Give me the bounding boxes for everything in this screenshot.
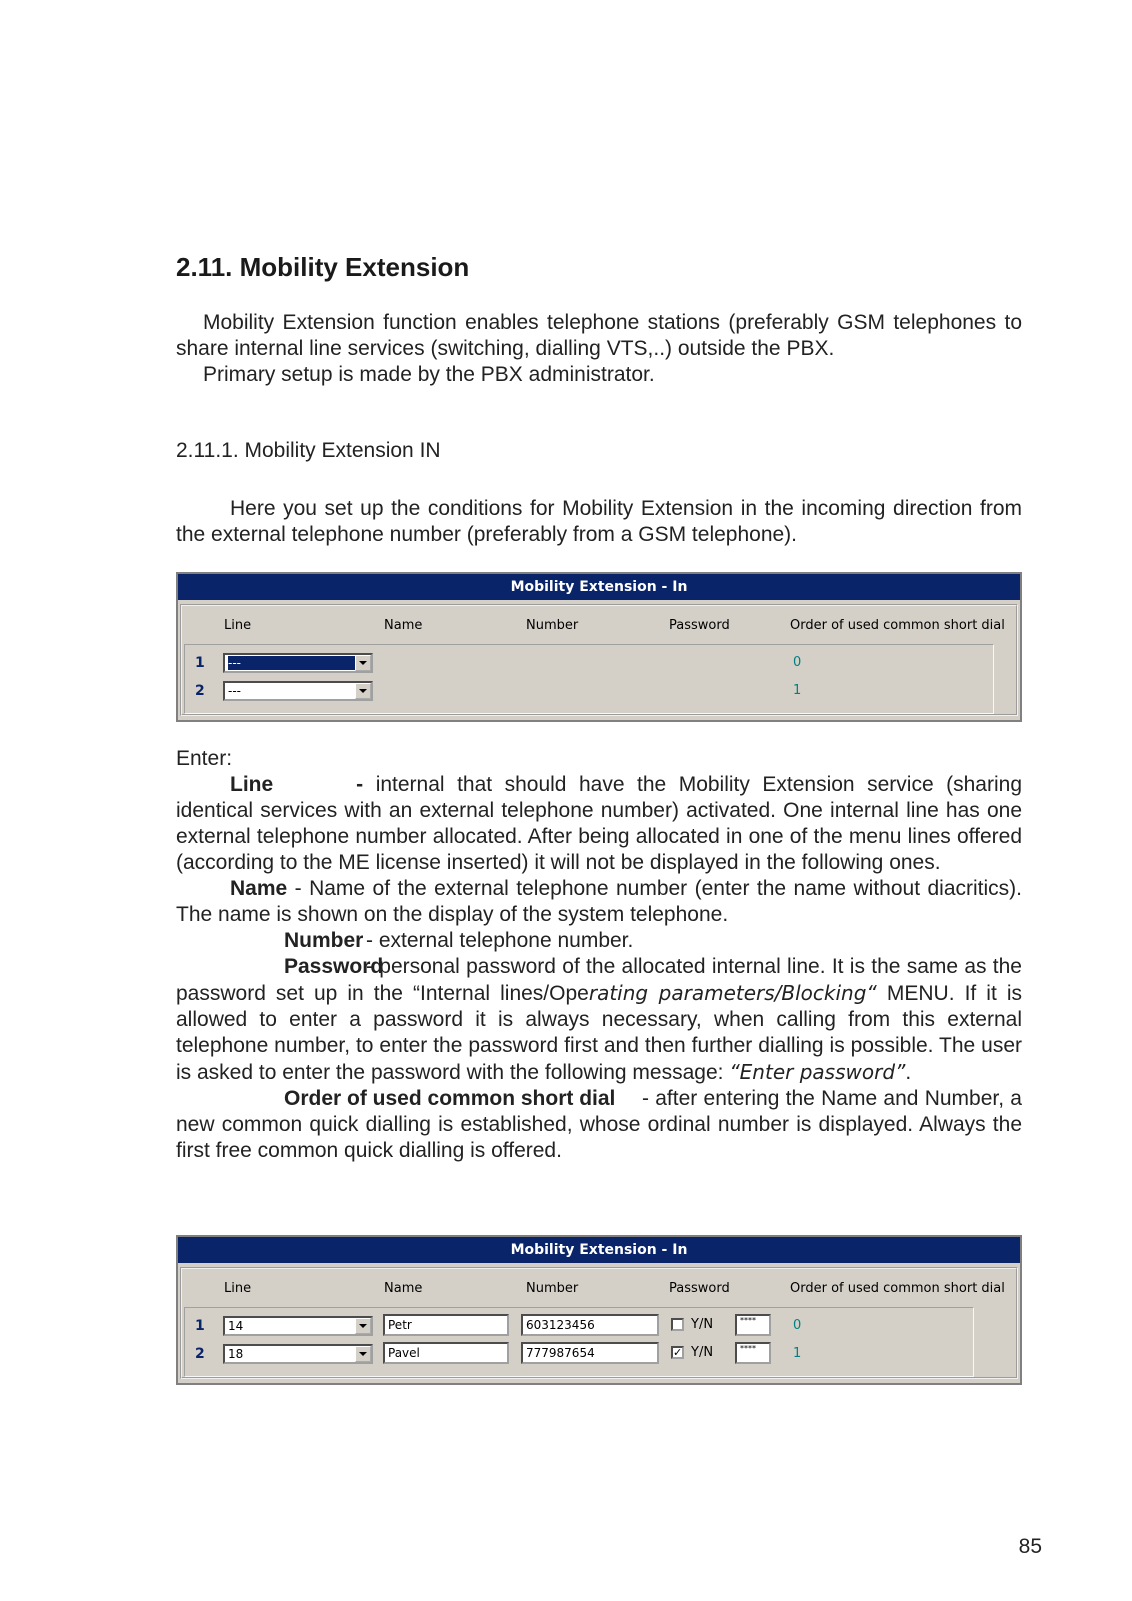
order-value: 1 [793,683,802,698]
def-line-text: internal that should have the Mobility Extension service (sharing identical services with an external telephone number) activated. One internal line has one external telephone number allocated. After being allocated in one of the menu lines offered (according to the ME license inserted) it will not be displayed in the following ones. [176,773,1023,874]
chevron-down-icon[interactable] [355,1346,371,1362]
line-select-value: --- [228,684,241,698]
row-number: 1 [195,655,205,671]
row-number: 1 [195,1318,205,1334]
yn-label: Y/N [691,1345,714,1360]
header-name: Name [384,1281,423,1296]
term-number: Number [284,929,364,952]
intro-text [176,310,1022,388]
enter-label: Enter: [176,747,233,770]
def-password-menu: rating parameters/Blocking“ [588,981,877,1005]
password-field[interactable]: **** [735,1314,771,1336]
password-checkbox[interactable]: ✓ [673,1346,683,1359]
line-select-value: 14 [228,1319,244,1333]
rows-area [184,644,994,714]
mobility-extension-dialog-empty [176,572,1022,722]
def-order [176,1086,1022,1164]
subsection-paragraph-text: Here you set up the conditions for Mobility Extension in the incoming direction from the external telephone number (preferably from a GSM telephone). [176,497,1022,546]
mobility-extension-dialog-filled [176,1235,1022,1385]
definitions [176,772,1022,1164]
chevron-down-icon[interactable] [355,683,371,699]
number-field[interactable]: 777987654 [521,1342,659,1364]
section-title: 2.11. Mobility Extension [176,252,470,282]
password-checkbox[interactable] [671,1318,684,1331]
line-select[interactable] [223,1316,373,1336]
chevron-down-icon[interactable] [355,1318,371,1334]
def-number-text: - external telephone number. [366,929,634,952]
def-order-text: - after entering the Name and Number, a new common quick dialling is established, whose ordinal number is displayed. Always the first free common quick dialling is offered. [176,1087,1022,1162]
intro-paragraph-2: Primary setup is made by the PBX administrator. [203,363,655,386]
page-number: 85 [1018,1535,1042,1558]
line-select-value: 18 [228,1347,244,1361]
def-password-text: - personal password of the allocated internal line. It is the same as the password set up in the “Internal lines/Ope [176,955,1022,1005]
header-number: Number [526,618,579,633]
subsection-title: 2.11.1. Mobility Extension IN [176,439,441,462]
def-number [176,928,1022,954]
term-line-dash: - [356,773,364,796]
def-password-message: “Enter password” [729,1060,906,1084]
order-value: 1 [793,1346,802,1361]
chevron-down-icon[interactable] [355,655,371,671]
rows-area [184,1307,974,1377]
header-line: Line [224,1281,252,1296]
header-name: Name [384,618,423,633]
term-order: Order of used common short dial [284,1087,616,1110]
header-order: Order of used common short dial [790,618,1005,633]
header-password: Password [669,618,730,633]
def-password [176,954,1022,1086]
dialog-title: Mobility Extension - In [178,574,1020,600]
intro-paragraph: Mobility Extension function enables telephone stations (preferably GSM telephones to share internal line services (switching, dialling VTS,..) outside the PBX. [176,311,1022,360]
number-field[interactable]: 603123456 [521,1314,659,1336]
dialog-title: Mobility Extension - In [178,1237,1020,1263]
def-password-text-b: MENU. If it is allowed to enter a password it is always necessary, when calling from this external telephone number, to enter the password first and then further dialling is possible. The user is asked to enter the password with the following message: [176,982,1023,1084]
name-field[interactable]: Pavel [383,1342,509,1364]
order-value: 0 [793,1318,802,1333]
header-line: Line [224,618,252,633]
term-line: Line [230,773,274,796]
term-name: Name [230,877,288,900]
password-field[interactable]: **** [735,1342,771,1364]
def-line [176,772,1022,876]
def-name [176,876,1022,928]
dialog-panel [180,604,1018,716]
dialog-panel [180,1267,1018,1379]
line-select[interactable] [223,653,373,673]
order-value: 0 [793,655,802,670]
line-select[interactable] [223,1344,373,1364]
header-number: Number [526,1281,579,1296]
subsection-paragraph [176,496,1022,548]
def-password-end: . [905,1061,912,1084]
def-name-text: - Name of the external telephone number (enter the name without diacritics). The name is shown on the display of the system telephone. [176,877,1022,926]
row-number: 2 [195,1346,205,1362]
line-select-value: --- [228,656,356,670]
header-password: Password [669,1281,730,1296]
header-order: Order of used common short dial [790,1281,1005,1296]
row-number: 2 [195,683,205,699]
name-field[interactable]: Petr [383,1314,509,1336]
yn-label: Y/N [691,1317,714,1332]
line-select[interactable] [223,681,373,701]
term-password: Password [284,955,384,978]
